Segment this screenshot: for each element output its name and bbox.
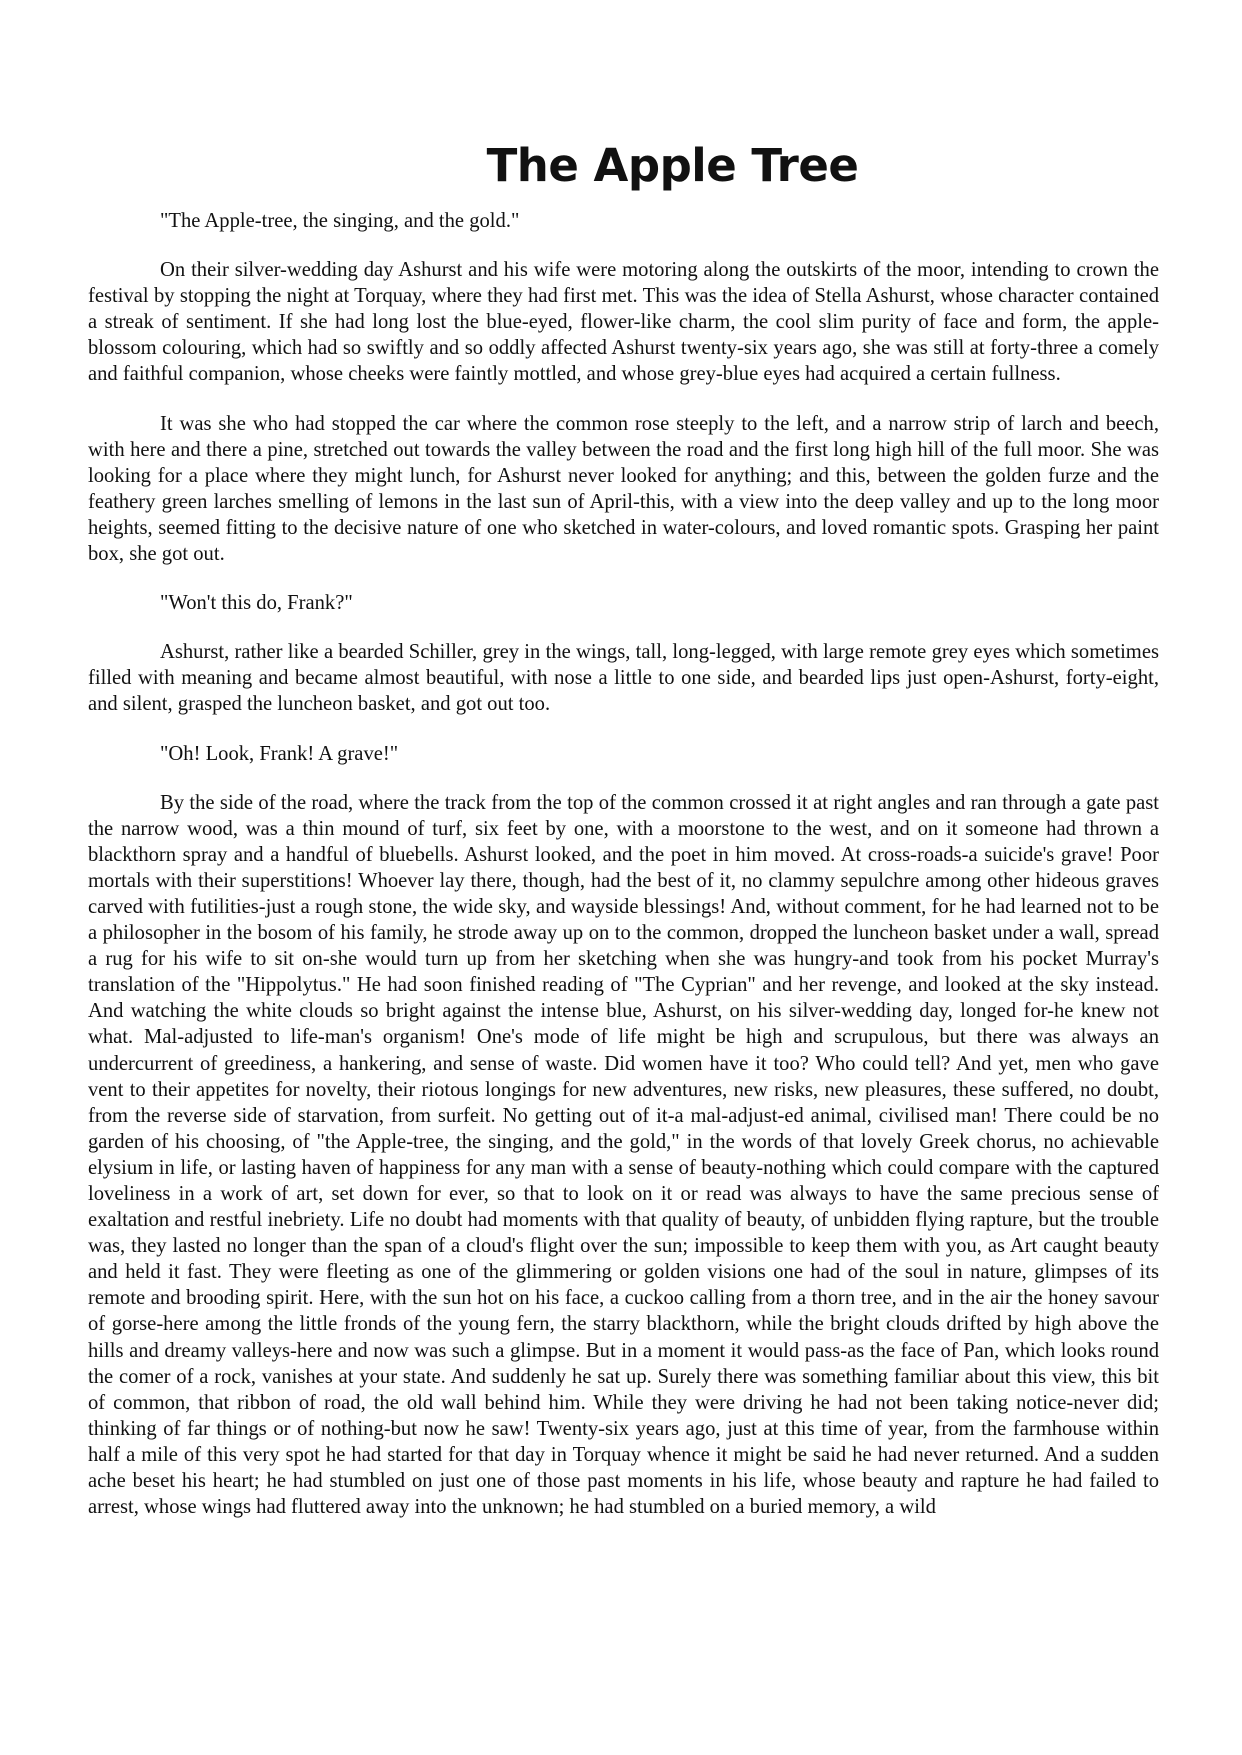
paragraph-epigraph: "The Apple-tree, the singing, and the gold." <box>160 210 520 232</box>
paragraph-dialogue: "Oh! Look, Frank! A grave!" <box>160 742 399 765</box>
document-title: The Apple Tree <box>486 139 859 192</box>
paragraph: It was she who had stopped the car where the common rose steeply to the left, and a narrow strip of larch and beech, with here and there a pine, stretched out towards the valley between the road and the first long high hill of the full moor. She was looking for a place where they might lunch, for Ashurst never looked for anything; and this, between the golden furze and the feathery green larches smelling of lemons in the last sun of April-this, with a view into the deep valley and up to the long moor heights, seemed fitting to the decisive nature of one who sketched in water-colours, and loved romantic spots. Grasping her paint box, she got out. <box>88 412 1159 566</box>
paragraph: On their silver-wedding day Ashurst and his wife were motoring along the outskirts of the moor, intending to crown the festival by stopping the night at Torquay, where they had first met. This was the idea of Stella Ashurst, whose character contained a streak of sentiment. If she had long lost the blue-eyed, flower-like charm, the cool slim purity of face and form, the apple-blossom colouring, which had so swiftly and so oddly affected Ashurst twenty-six years ago, she was still at forty-three a comely and faithful companion, whose cheeks were faintly mottled, and whose grey-blue eyes had acquired a certain fullness. <box>88 259 1159 386</box>
paragraph: Ashurst, rather like a bearded Schiller, grey in the wings, tall, long-legged, with large remote grey eyes which sometimes filled with meaning and became almost beautiful, with nose a little to one side, and bearded lips just open-Ashurst, forty-eight, and silent, grasped the luncheon basket, and got out too. <box>88 641 1159 716</box>
paragraph-dialogue: "Won't this do, Frank?" <box>160 592 353 615</box>
paragraph: By the side of the road, where the track from the top of the common crossed it at right angles and ran through a gate past the narrow wood, was a thin mound of turf, six feet by one, with a moorstone to the west, and on it someone had thrown a blackthorn spray and a handful of bluebells. Ashurst looked, and the poet in him moved. At cross-roads-a suicide's grave! Poor mortals with their superstitions! Whoever lay there, though, had the best of it, no clammy sepulchre among other hideous graves carved with futilities-just a rough stone, the wide sky, and wayside blessings! And, without comment, for he had learned not to be a philosopher in the bosom of his family, he strode away up on to the common, dropped the luncheon basket under a wall, spread a rug for his wife to sit on-she would turn up from her sketching when she was hungry-and took from his pocket Murray's translation of the "Hippolytus." He had soon finished reading of "The Cyprian" and her revenge, and looked at the sky instead. And watching the white clouds so bright against the intense blue, Ashurst, on his silver-wedding day, longed for-he knew not what. Mal-adjusted to life-man's organism! One's mode of life might be high and scrupulous, but there was always an undercurrent of greediness, a hankering, and sense of waste. Did women have it too? Who could tell? And yet, men who gave vent to their appetites for novelty, their riotous longings for new adventures, new risks, new pleasures, these suffered, no doubt, from the reverse side of starvation, from surfeit. No getting out of it-a mal-adjust-ed animal, civilised man! There could be no garden of his choosing, of "the Apple-tree, the singing, and the gold," in the words of that lovely Greek chorus, no achievable elysium in life, or lasting haven of happiness for any man with a sense of beauty-nothing which could compare with the captured loveliness in a work of art, set down for ever, so that to look on it or read was always to have the same precious sense of exaltation and restful inebriety. Life no doubt had moments with that quality of beauty, of unbidden flying rapture, but the trouble was, they lasted no longer than the span of a cloud's flight over the sun; impossible to keep them with you, as Art caught beauty and held it fast. They were fleeting as one of the glimmering or golden visions one had of the soul in nature, glimpses of its remote and brooding spirit. Here, with the sun hot on his face, a cuckoo calling from a thorn tree, and in the air the honey savour of gorse-here among the little fronds of the young fern, the starry blackthorn, while the bright clouds drifted by high above the hills and dreamy valleys-here and now was such a glimpse. But in a moment it would pass-as the face of Pan, which looks round the comer of a rock, vanishes at your state. And suddenly he sat up. Surely there was something familiar about this view, this bit of common, that ribbon of road, the old wall behind him. While they were driving he had not been taking notice-never did; thinking of far things or of nothing-but now he saw! Twenty-six years ago, just at this time of year, from the farmhouse within half a mile of this very spot he had started for that day in Torquay whence it might be said he had never returned. And a sudden ache beset his heart; he had stumbled on just one of those past moments in his life, whose beauty and rapture he had failed to arrest, whose wings had fluttered away into the unknown; he had stumbled on a buried memory, a wild <box>88 791 1159 1519</box>
document-page <box>88 136 1159 1543</box>
